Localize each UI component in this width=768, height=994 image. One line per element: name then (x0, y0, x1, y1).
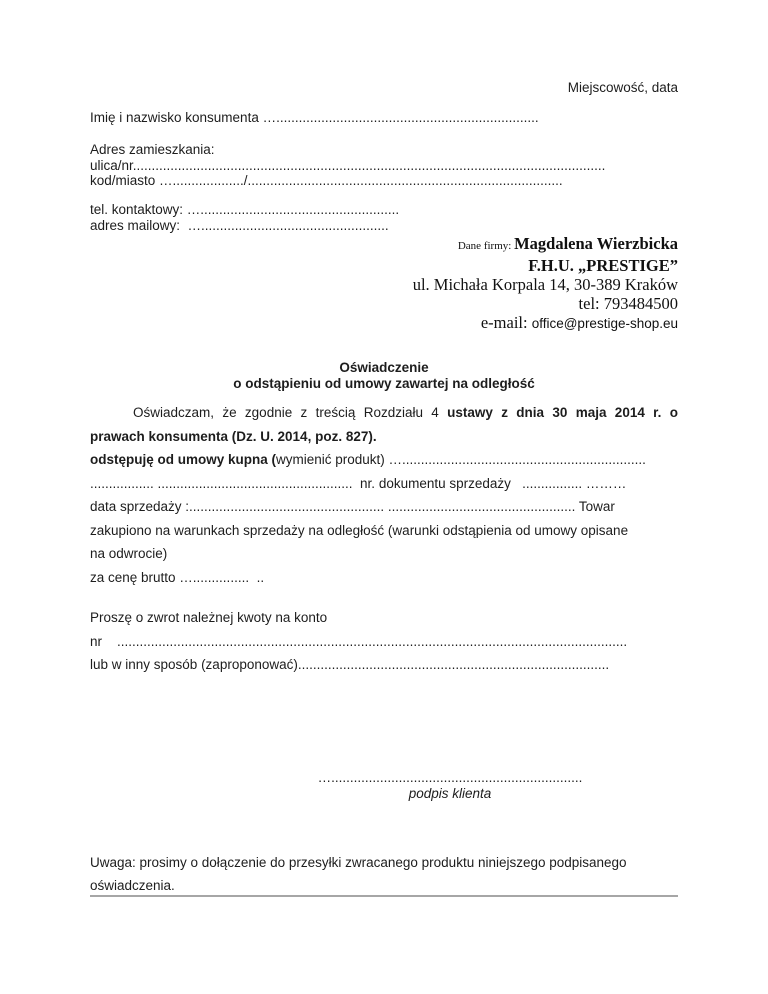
company-phone: tel: 793484500 (578, 294, 678, 313)
signature-label: podpis klienta (408, 785, 492, 801)
footer-note (90, 851, 678, 897)
refund-section (90, 606, 678, 677)
bottom-divider (90, 895, 678, 897)
statement-line-3-bold: odstępuję od umowy kupna ( (90, 452, 277, 467)
place-date-label: Miejscowość, data (567, 80, 678, 95)
address-label: Adres zamieszkania: (90, 142, 215, 157)
statement-line-5: data sprzedaży :.................................................... .................................................. Towar (90, 499, 615, 514)
note-line-1: Uwaga: prosimy o dołączenie do przesyłki zwracanego produktu niniejszego podpisanego (90, 855, 627, 870)
company-label: Dane firmy: (457, 240, 515, 252)
refund-other-fill-line: lub w inny sposób (zaproponować)................................................................................... (90, 657, 610, 672)
consumer-contact-block (90, 202, 678, 233)
company-address: ul. Michała Korpala 14, 30-389 Kraków (412, 275, 678, 294)
statement-line-2: prawach konsumenta (Dz. U. 2014, poz. 827). (90, 428, 377, 444)
street-fill-line: ulica/nr.............................................................................................................................. (90, 157, 606, 173)
note-line-2: oświadczenia. (90, 878, 175, 893)
statement-line-1-bold: ustawy z dnia 30 maja 2014 r. o (447, 405, 678, 420)
signature-dotted-line: …................................................................... (317, 770, 583, 785)
company-email-label: e-mail: (480, 313, 532, 332)
statement-line-4: ................. .................................................... nr. dokumentu sprzedaży ................ ……… (90, 475, 627, 491)
email-fill-line: adres mailowy: ….................................................. (90, 217, 389, 233)
title-line-1: Oświadczenie (339, 360, 429, 375)
statement-line-8: za cenę brutto …............... .. (90, 569, 265, 585)
statement-line-1 (90, 401, 678, 425)
company-email-line (90, 313, 678, 333)
company-name-line (90, 234, 678, 256)
signature-area (315, 770, 585, 801)
consumer-address-block (90, 142, 678, 189)
company-email-address: office@prestige-shop.eu (531, 316, 678, 331)
statement-line-6: zakupiono na warunkach sprzedaży na odległość (warunki odstąpienia od umowy opisane (90, 522, 629, 538)
statement-line-1-normal: Oświadczam, że zgodnie z treścią Rozdziału 4 (133, 405, 448, 420)
title-line-2: o odstąpieniu od umowy zawartej na odległość (233, 375, 535, 391)
company-info-block (90, 234, 678, 333)
phone-fill-line: tel. kontaktowy: …..................................................... (90, 202, 400, 217)
statement-line-3 (90, 448, 678, 472)
statement-body (90, 401, 678, 589)
company-brand: F.H.U. „PRESTIGE” (528, 256, 678, 275)
consumer-name-line: Imię i nazwisko konsumenta …...................................................................... (90, 110, 539, 125)
company-owner-name: Magdalena Wierzbicka (514, 234, 678, 253)
statement-line-7: na odwrocie) (90, 546, 168, 561)
document-title (90, 360, 678, 391)
city-fill-line: kod/miasto ….................../.................................................................................... (90, 173, 563, 188)
refund-account-fill-line: nr ........................................................................................................................................ (90, 633, 628, 649)
refund-line-1: Proszę o zwrot należnej kwoty na konto (90, 610, 328, 625)
statement-line-3-normal: wymienić produkt) …................................................................. (276, 452, 646, 467)
